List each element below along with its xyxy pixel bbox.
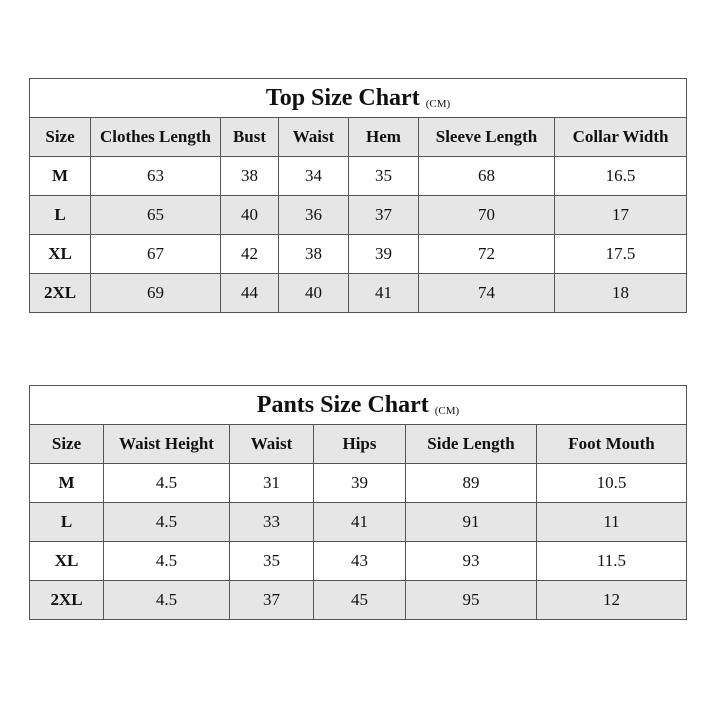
table-cell: 18 xyxy=(555,274,687,313)
table-cell: 4.5 xyxy=(104,542,230,581)
pants-size-chart-unit: (CM) xyxy=(434,404,460,417)
column-header: Hem xyxy=(349,118,419,157)
top-size-chart-header-row xyxy=(30,118,687,157)
column-header: Side Length xyxy=(406,425,537,464)
table-cell: 33 xyxy=(230,503,314,542)
table-row xyxy=(30,503,687,542)
column-header: Waist Height xyxy=(104,425,230,464)
table-row xyxy=(30,274,687,313)
table-cell: 41 xyxy=(314,503,406,542)
table-cell: 40 xyxy=(221,196,279,235)
table-cell: 11 xyxy=(537,503,687,542)
top-size-chart-title: Top Size Chart xyxy=(265,84,420,111)
size-cell: M xyxy=(30,464,104,503)
column-header: Collar Width xyxy=(555,118,687,157)
table-row xyxy=(30,581,687,620)
pants-size-chart-title: Pants Size Chart xyxy=(256,391,429,418)
column-header: Foot Mouth xyxy=(537,425,687,464)
table-cell: 35 xyxy=(230,542,314,581)
size-cell: 2XL xyxy=(30,581,104,620)
table-cell: 69 xyxy=(91,274,221,313)
top-size-chart-unit: (CM) xyxy=(425,97,451,110)
size-cell: 2XL xyxy=(30,274,91,313)
table-cell: 38 xyxy=(279,235,349,274)
table-cell: 10.5 xyxy=(537,464,687,503)
table-cell: 4.5 xyxy=(104,464,230,503)
table-cell: 45 xyxy=(314,581,406,620)
top-size-chart-title-cell xyxy=(30,79,687,118)
table-cell: 91 xyxy=(406,503,537,542)
column-header: Sleeve Length xyxy=(419,118,555,157)
table-cell: 31 xyxy=(230,464,314,503)
table-cell: 17 xyxy=(555,196,687,235)
table-cell: 44 xyxy=(221,274,279,313)
size-cell: L xyxy=(30,503,104,542)
table-cell: 40 xyxy=(279,274,349,313)
size-cell: M xyxy=(30,157,91,196)
column-header: Waist xyxy=(230,425,314,464)
pants-size-chart-title-cell xyxy=(30,386,687,425)
table-cell: 89 xyxy=(406,464,537,503)
table-cell: 4.5 xyxy=(104,503,230,542)
table-cell: 39 xyxy=(349,235,419,274)
table-cell: 95 xyxy=(406,581,537,620)
table-row xyxy=(30,157,687,196)
size-cell: XL xyxy=(30,542,104,581)
top-size-chart-table xyxy=(29,78,687,313)
table-cell: 42 xyxy=(221,235,279,274)
table-cell: 35 xyxy=(349,157,419,196)
table-cell: 68 xyxy=(419,157,555,196)
table-cell: 93 xyxy=(406,542,537,581)
column-header: Bust xyxy=(221,118,279,157)
table-cell: 65 xyxy=(91,196,221,235)
table-cell: 11.5 xyxy=(537,542,687,581)
table-row xyxy=(30,542,687,581)
column-header: Clothes Length xyxy=(91,118,221,157)
table-cell: 43 xyxy=(314,542,406,581)
table-cell: 38 xyxy=(221,157,279,196)
column-header: Size xyxy=(30,118,91,157)
table-cell: 17.5 xyxy=(555,235,687,274)
table-cell: 41 xyxy=(349,274,419,313)
table-cell: 70 xyxy=(419,196,555,235)
table-row xyxy=(30,235,687,274)
size-cell: L xyxy=(30,196,91,235)
table-cell: 72 xyxy=(419,235,555,274)
table-cell: 36 xyxy=(279,196,349,235)
table-cell: 4.5 xyxy=(104,581,230,620)
pants-size-chart-table xyxy=(29,385,687,620)
table-cell: 63 xyxy=(91,157,221,196)
size-cell: XL xyxy=(30,235,91,274)
table-cell: 16.5 xyxy=(555,157,687,196)
table-cell: 74 xyxy=(419,274,555,313)
table-row xyxy=(30,464,687,503)
table-cell: 12 xyxy=(537,581,687,620)
table-cell: 39 xyxy=(314,464,406,503)
table-cell: 67 xyxy=(91,235,221,274)
table-row xyxy=(30,196,687,235)
table-cell: 34 xyxy=(279,157,349,196)
column-header: Waist xyxy=(279,118,349,157)
table-cell: 37 xyxy=(349,196,419,235)
column-header: Size xyxy=(30,425,104,464)
column-header: Hips xyxy=(314,425,406,464)
table-cell: 37 xyxy=(230,581,314,620)
pants-size-chart-header-row xyxy=(30,425,687,464)
